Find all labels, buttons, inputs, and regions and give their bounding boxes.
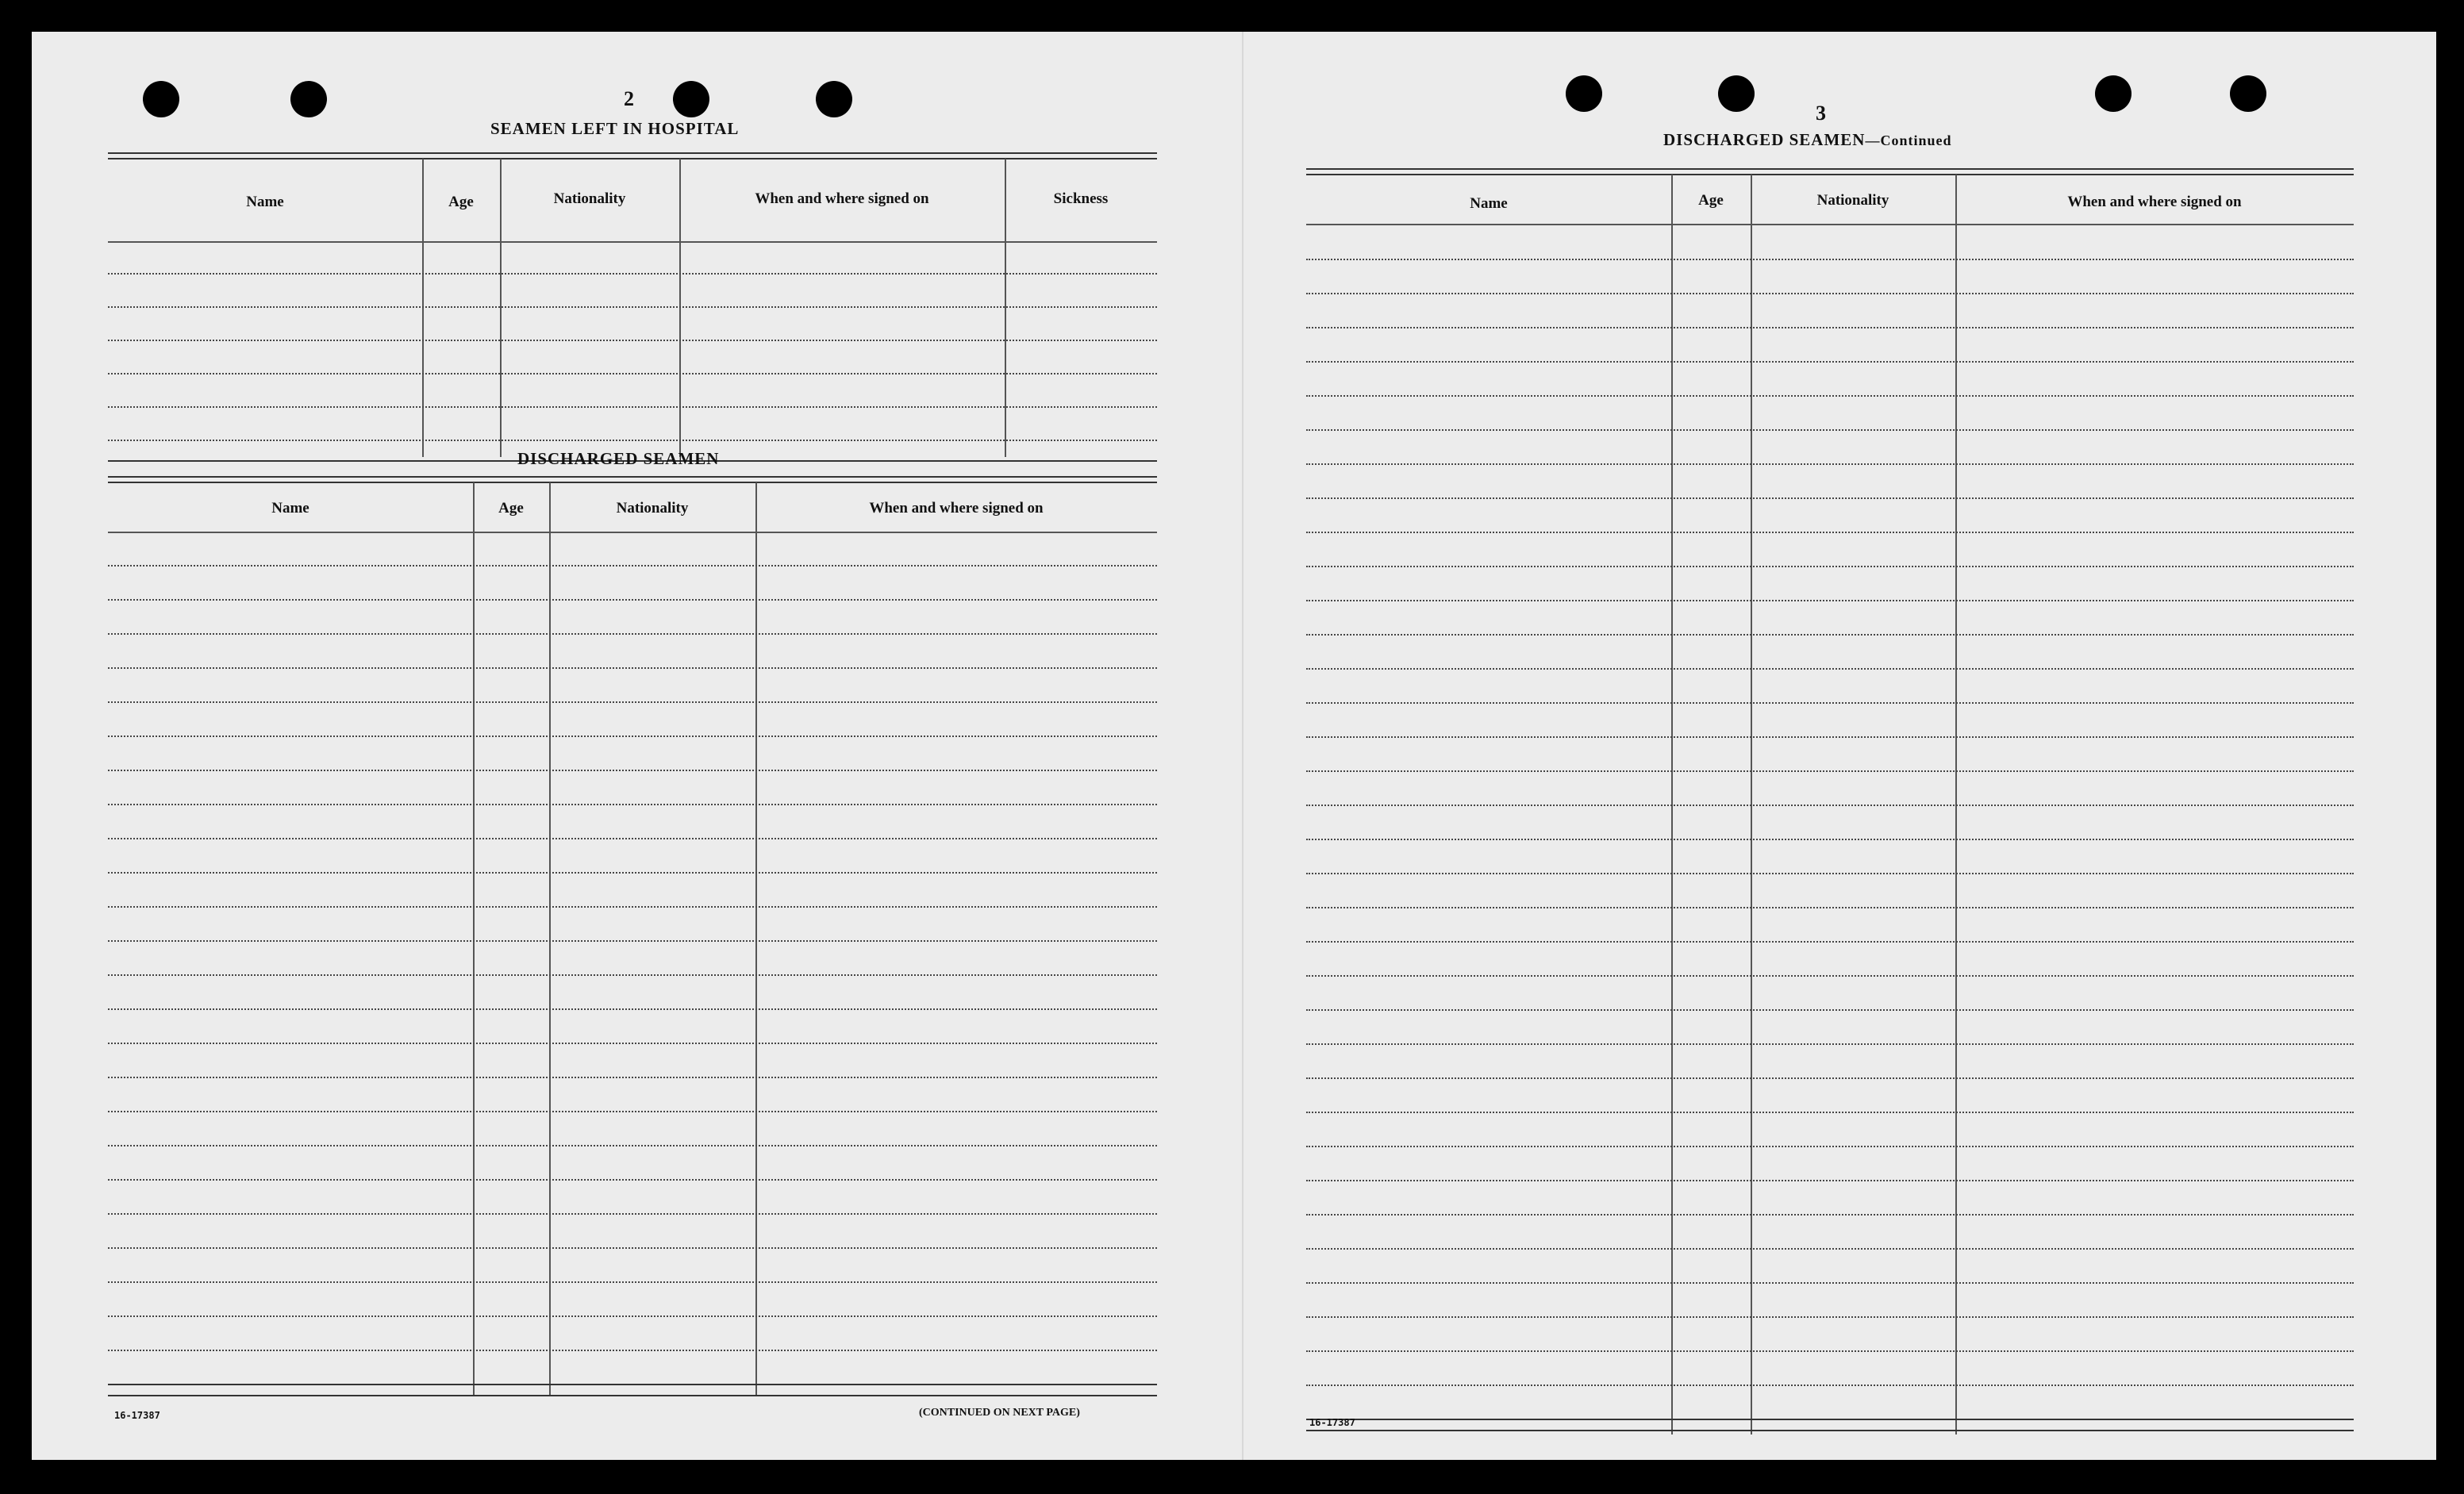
col-header-name: Name [1470, 195, 1508, 212]
col-header-age: Age [448, 194, 474, 210]
punch-hole [673, 81, 709, 117]
col-header-age: Age [498, 500, 524, 517]
page-number-left: 2 [624, 87, 634, 110]
col-header-signed-on: When and where signed on [2067, 194, 2242, 210]
discharged-title-text: DISCHARGED SEAMEN [1663, 130, 1866, 149]
discharged-table-left [108, 476, 1157, 1436]
continued-note: (CONTINUED ON NEXT PAGE) [919, 1407, 1080, 1419]
punch-hole [816, 81, 852, 117]
punch-hole [143, 81, 179, 117]
discharged-section-title-right [1663, 130, 1951, 150]
punch-hole [290, 81, 327, 117]
col-header-signed-on: When and where signed on [755, 190, 929, 207]
col-header-sickness: Sickness [1053, 190, 1109, 207]
hospital-section-title: SEAMEN LEFT IN HOSPITAL [490, 119, 740, 138]
form-code-left: 16-17387 [114, 1410, 160, 1421]
ledger-sheet [32, 32, 2436, 1460]
col-header-nationality: Nationality [553, 190, 626, 207]
col-header-name: Name [246, 194, 284, 210]
discharged-title-suffix: —Continued [1865, 133, 1952, 148]
col-header-nationality: Nationality [616, 500, 689, 517]
col-header-age: Age [1698, 192, 1724, 209]
punch-hole [2230, 75, 2266, 112]
punch-hole [1718, 75, 1755, 112]
col-header-name: Name [271, 500, 309, 517]
discharged-table-right [1306, 168, 2354, 1438]
page-number-right: 3 [1816, 102, 1826, 125]
hospital-table [108, 152, 1157, 463]
punch-hole [1566, 75, 1602, 112]
form-code-right: 16-17387 [1309, 1417, 1355, 1428]
punch-hole [2095, 75, 2131, 112]
page-gutter [1242, 32, 1244, 1460]
col-header-nationality: Nationality [1816, 192, 1889, 209]
col-header-signed-on: When and where signed on [869, 500, 1044, 517]
discharged-section-title-left: DISCHARGED SEAMEN [517, 449, 720, 468]
